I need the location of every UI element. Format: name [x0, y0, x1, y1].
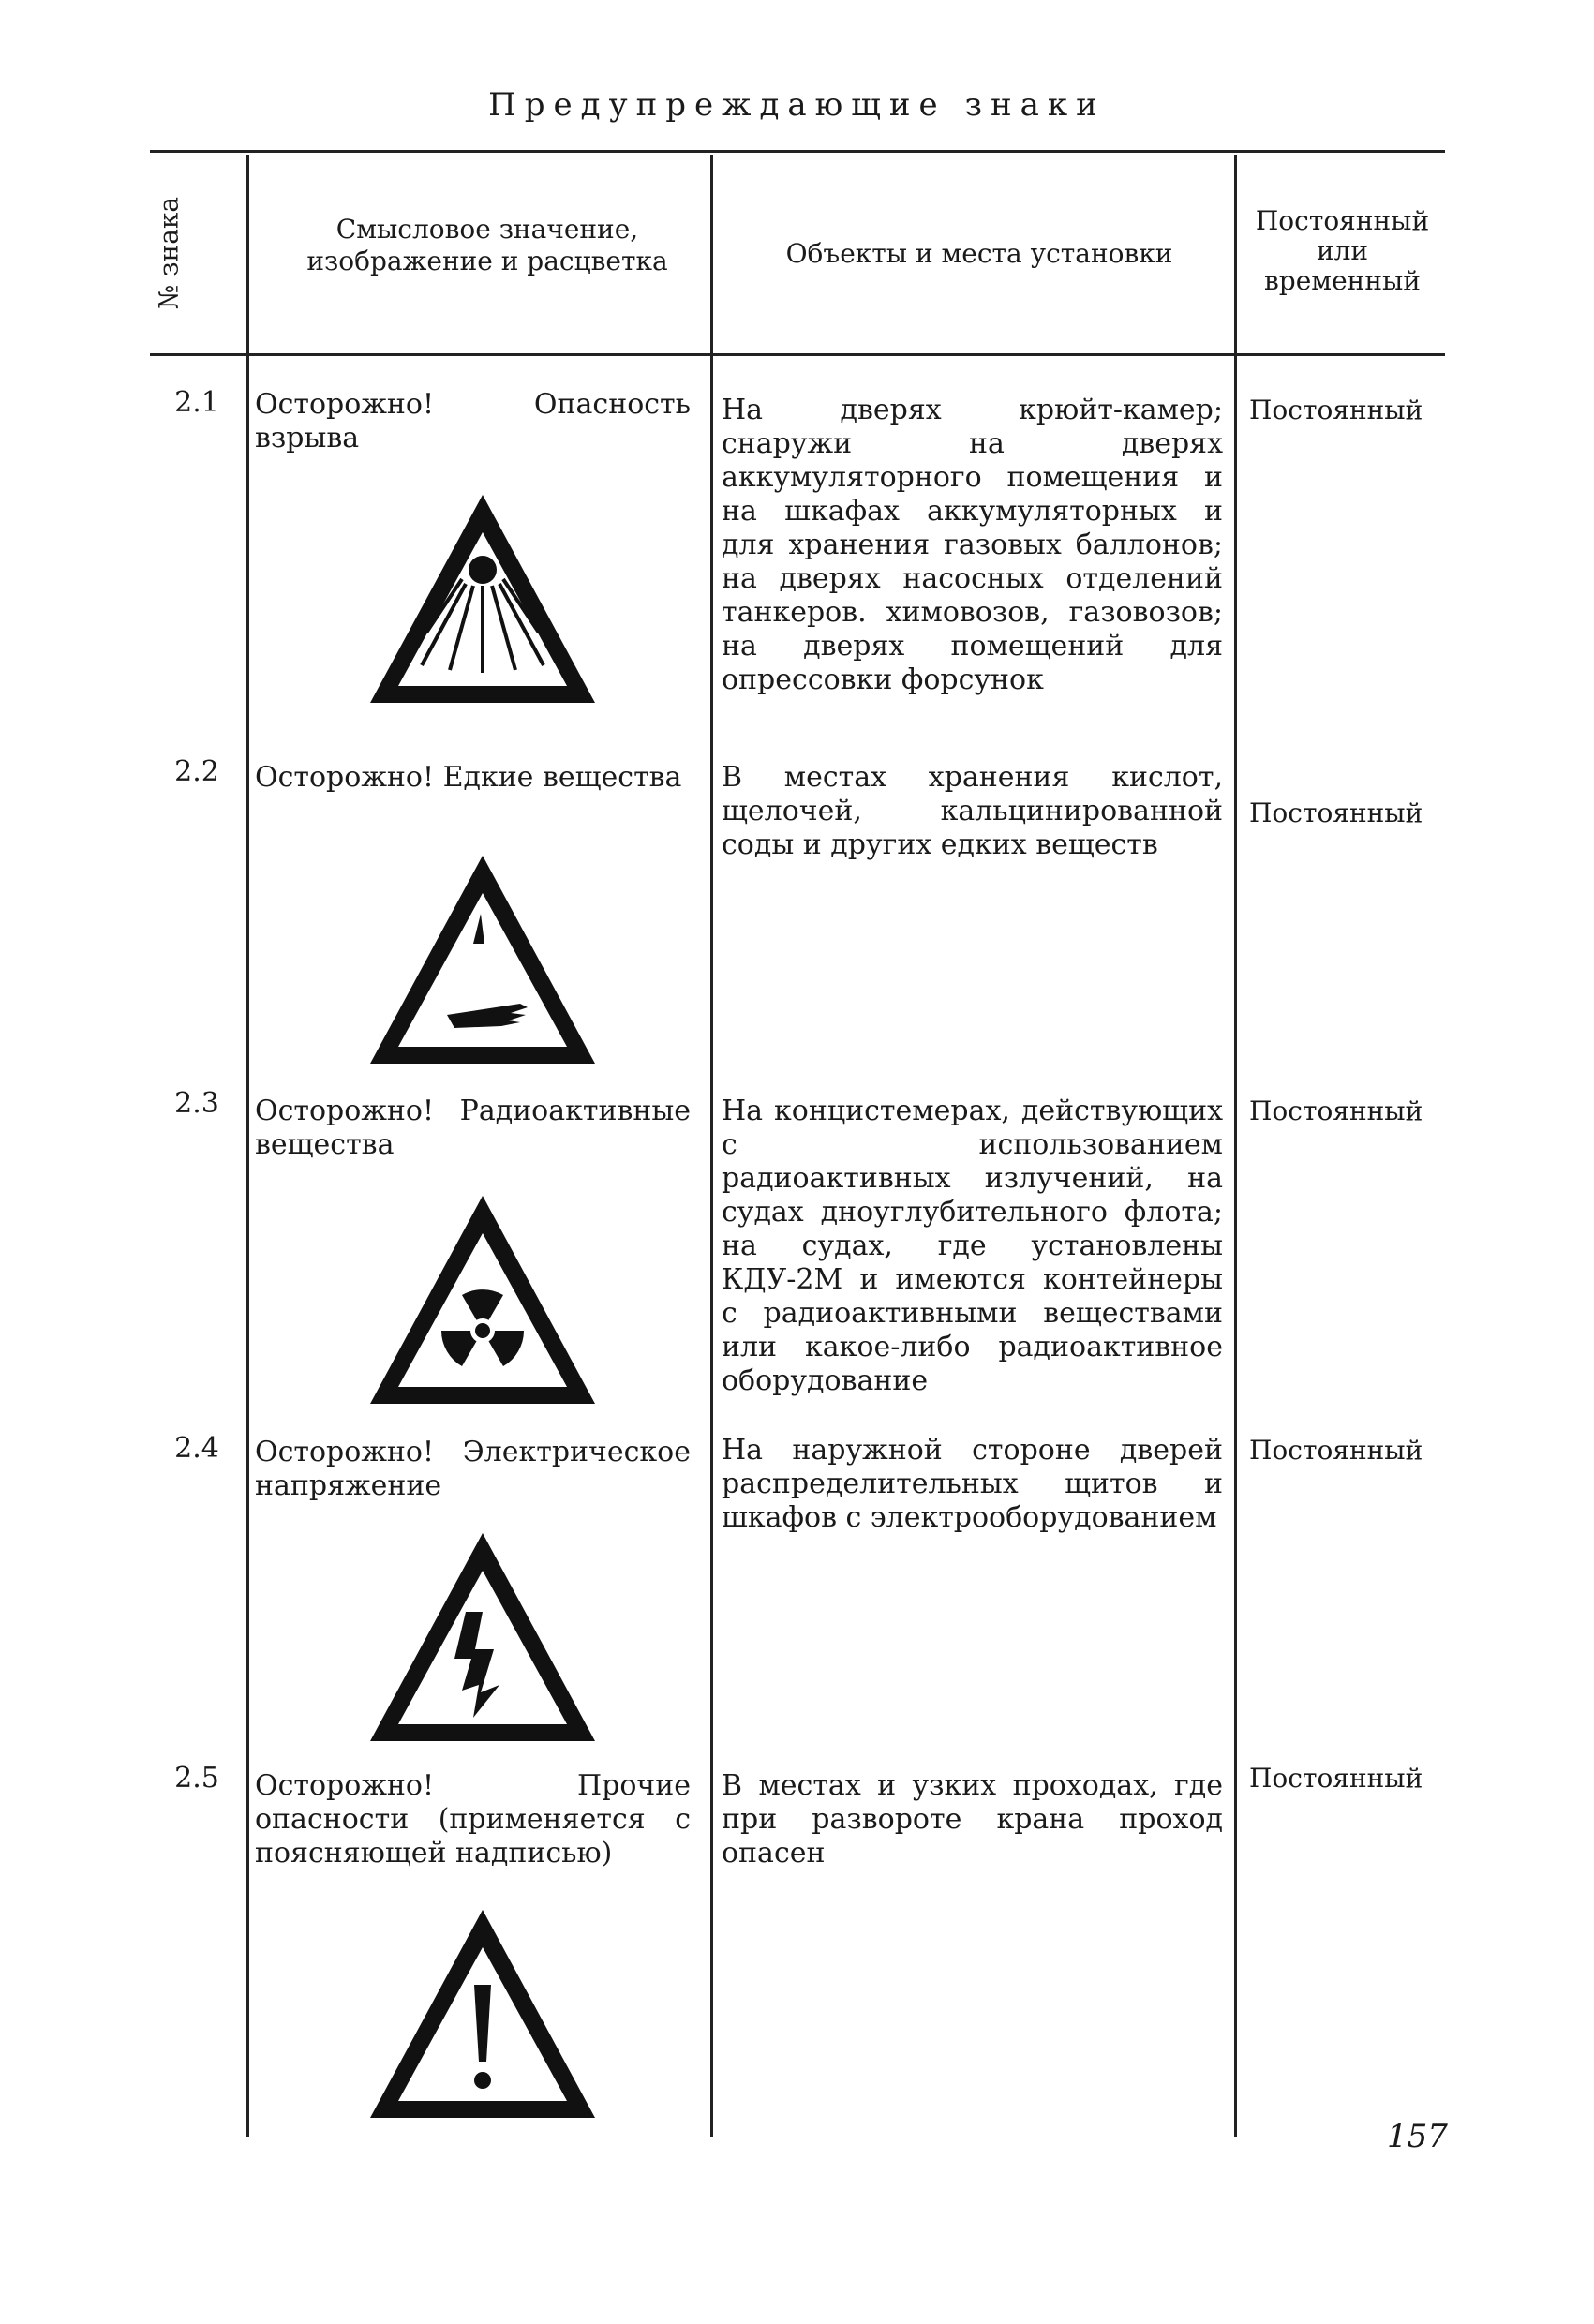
- sign-number: 2.1: [174, 386, 219, 419]
- sign-number: 2.3: [174, 1087, 219, 1120]
- page-title: Предупреждающие знаки: [488, 86, 1106, 124]
- sign-meaning: Осторожно! Опасность взрыва: [255, 388, 691, 454]
- header-number: № знака: [153, 196, 185, 310]
- installation-places: В местах и узких проходах, где при развороте крана проход опасен: [722, 1769, 1223, 1870]
- header-type: Постоянный или временный: [1255, 205, 1430, 296]
- column-divider-1: [246, 155, 249, 2137]
- radiation-icon: [361, 1188, 604, 1413]
- sign-number: 2.2: [174, 755, 219, 788]
- installation-places: В местах хранения кислот, щелочей, кальцинированной соды и других едких веществ: [722, 761, 1223, 861]
- high-voltage-icon: [361, 1526, 604, 1750]
- corrosive-icon: [361, 848, 604, 1073]
- exclamation-icon: [361, 1902, 604, 2127]
- permanence-type: Постоянный: [1249, 1763, 1423, 1794]
- column-divider-3: [1234, 155, 1237, 2137]
- permanence-type: Постоянный: [1249, 1095, 1423, 1126]
- installation-places: На дверях крюйт-камер; снаружи на дверях аккумуляторного помещения и на шкафах аккумуляторных и для хранения газовых баллонов; на дверях насосных отделений танкеров. химовозов, газовозов; на дверях помещений для опрессовки форсунок: [722, 394, 1223, 696]
- explosion-icon: [361, 487, 604, 712]
- sign-meaning: Осторожно! Прочие опасности (применяется с поясняющей надписью): [255, 1769, 691, 1870]
- header-meaning: Смысловое значение, изображение и расцветка: [306, 214, 668, 276]
- table-header-rule: [150, 353, 1445, 356]
- sign-number: 2.5: [174, 1762, 219, 1795]
- permanence-type: Постоянный: [1249, 797, 1423, 828]
- column-divider-2: [710, 155, 713, 2137]
- sign-meaning: Осторожно! Электрическое напряжение: [255, 1436, 691, 1502]
- sign-meaning: Осторожно! Едкие вещества: [255, 761, 682, 794]
- table-top-rule: [150, 150, 1445, 153]
- installation-places: На концистемерах, действующих с использованием радиоактивных излучений, на судах дноуглубительного флота; на судах, где установлены КДУ-2М и имеются контейнеры с радиоактивными веществами или какое-либо радиоактивное оборудование: [722, 1095, 1223, 1397]
- permanence-type: Постоянный: [1249, 395, 1423, 425]
- sign-number: 2.4: [174, 1432, 219, 1465]
- page-number: 157: [1387, 2118, 1448, 2155]
- header-objects: Объекты и места установки: [785, 238, 1173, 269]
- permanence-type: Постоянный: [1249, 1435, 1423, 1466]
- sign-meaning: Осторожно! Радиоактивные вещества: [255, 1095, 691, 1161]
- installation-places: На наружной стороне дверей распределительных щитов и шкафов с электрооборудованием: [722, 1434, 1223, 1534]
